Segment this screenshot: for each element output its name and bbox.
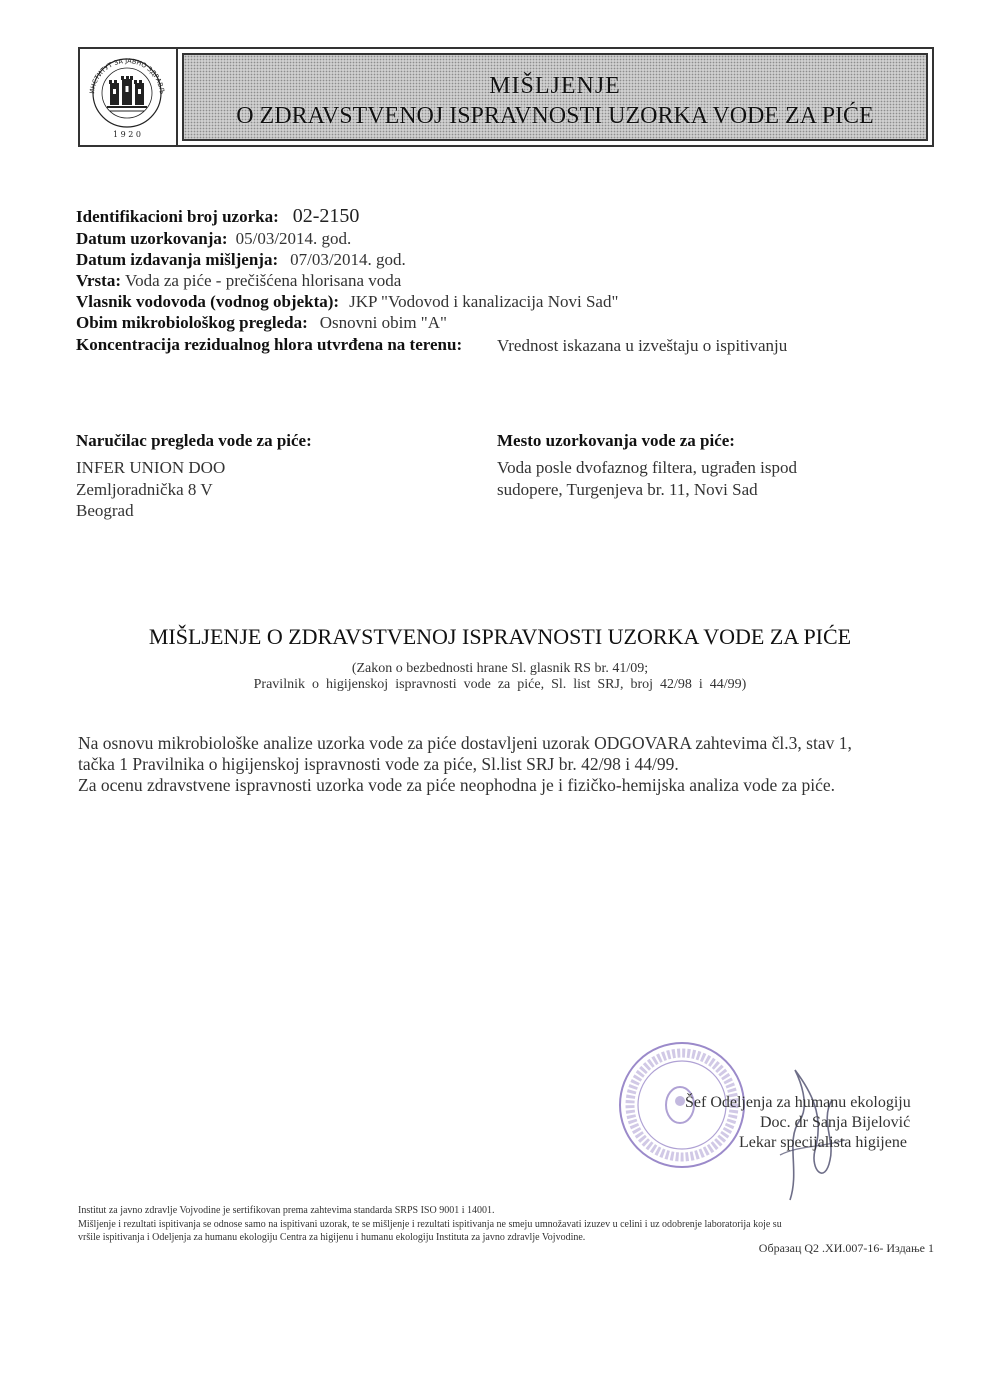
svg-text:ИНСТИТУТ ЗА ЈАВНО ЗДРАВЉЕ ВОЈВ: ИНСТИТУТ ЗА ЈАВНО ЗДРАВЉ bbox=[88, 56, 167, 95]
info-label: Datum uzorkovanja: bbox=[76, 229, 228, 248]
info-row-chlorine bbox=[76, 335, 462, 355]
location-heading: Mesto uzorkovanja vode za piće: bbox=[497, 431, 735, 450]
header-title-line1: MIŠLJENJE bbox=[489, 73, 621, 99]
opinion-paragraph-1: Na osnovu mikrobiološke analize uzorka vode za piće dostavljeni uzorak ODGOVARA zahtevima čl.3, stav 1, bbox=[78, 733, 852, 753]
footer-disclaimer-1: Mišljenje i rezultati ispitivanja se odnose samo na ispitivani uzorak, te se mišljenje i rezultati ispitivanja ne smeju umnožavati izuzev u celini i uz odobrenje laboratorija koje su bbox=[78, 1219, 782, 1230]
info-label: Vlasnik vodovoda (vodnog objekta): bbox=[76, 292, 340, 311]
info-row-sample-id bbox=[76, 205, 359, 228]
info-value: Osnovni obim "A" bbox=[319, 313, 447, 332]
signatory-name: Doc. dr Sanja Bijelović bbox=[760, 1114, 911, 1131]
client-name: INFER UNION DOO bbox=[76, 458, 226, 477]
info-row-scope bbox=[76, 313, 447, 333]
header-title-line2: O ZDRAVSTVENOJ ISPRAVNOSTI UZORKA VODE ZA PIĆE bbox=[236, 103, 874, 129]
info-label: Obim mikrobiološkog pregleda: bbox=[76, 313, 308, 332]
info-value: 05/03/2014. god. bbox=[235, 229, 352, 248]
info-value-chlorine: Vrednost iskazana u izveštaju o ispitivanju bbox=[497, 336, 788, 355]
info-value: Voda za piće - prečišćena hlorisana voda bbox=[125, 271, 402, 290]
opinion-legal-basis-1: (Zakon o bezbednosti hrane Sl. glasnik RS br. 41/09; bbox=[351, 661, 649, 676]
info-row-type bbox=[76, 271, 401, 291]
info-label: Vrsta: bbox=[76, 271, 121, 290]
opinion-heading: MIŠLJENJE O ZDRAVSTVENOJ ISPRAVNOSTI UZORKA VODE ZA PIĆE bbox=[148, 624, 852, 649]
location-line2: sudopere, Turgenjeva br. 11, Novi Sad bbox=[497, 480, 758, 499]
opinion-legal-basis-2: Pravilnik o higijenskoj ispravnosti vode za piće, Sl. list SRJ, broj 42/98 i 44/99) bbox=[253, 677, 747, 692]
footer-disclaimer-2: vršile ispitivanja i Odeljenja za humanu ekologiju Centra za higijenu i humanu ekologiju Instituta za javno zdravlje Vojvodine. bbox=[78, 1232, 586, 1243]
info-value: JKP "Vodovod i kanalizacija Novi Sad" bbox=[349, 292, 619, 311]
svg-text:1 9 2 0: 1 9 2 0 bbox=[113, 130, 141, 139]
info-row-sampling-date bbox=[76, 229, 351, 249]
info-label: Datum izdavanja mišljenja: bbox=[76, 250, 279, 269]
location-line1: Voda posle dvofaznog filtera, ugrađen ispod bbox=[497, 458, 797, 477]
header-title-panel bbox=[182, 53, 928, 141]
client-city: Beograd bbox=[76, 501, 134, 520]
document-header bbox=[78, 47, 934, 147]
info-label: Identifikacioni broj uzorka: bbox=[76, 207, 279, 226]
institute-seal-icon bbox=[80, 49, 174, 143]
info-row-owner bbox=[76, 292, 618, 312]
client-heading: Naručilac pregleda vode za piće: bbox=[76, 431, 312, 450]
opinion-paragraph-2: tačka 1 Pravilnika o higijenskoj ispravnosti vode za piće, Sl.list SRJ br. 42/98 i 44/99. bbox=[78, 754, 679, 774]
info-value: 02-2150 bbox=[292, 205, 360, 227]
signatory-title: Šef Odeljenja za humanu ekologiju bbox=[685, 1094, 911, 1111]
client-street: Zemljoradnička 8 V bbox=[76, 480, 213, 499]
opinion-paragraph-3: Za ocenu zdravstvene ispravnosti uzorka vode za piće neophodna je i fizičko-hemijska analiza vode za piće. bbox=[78, 775, 836, 795]
footer-certification: Institut za javno zdravlje Vojvodine je sertifikovan prema zahtevima standarda SRPS ISO 9001 i 14001. bbox=[78, 1205, 495, 1216]
institute-logo bbox=[80, 49, 178, 145]
signatory-position: Lekar specijalista higijene bbox=[739, 1134, 907, 1151]
info-row-issue-date bbox=[76, 250, 406, 270]
info-label: Koncentracija rezidualnog hlora utvrđena na terenu: bbox=[76, 335, 463, 354]
info-value: 07/03/2014. god. bbox=[290, 250, 406, 269]
form-code: Образац Q2 .ХИ.007-16- Издање 1 bbox=[758, 1241, 934, 1255]
